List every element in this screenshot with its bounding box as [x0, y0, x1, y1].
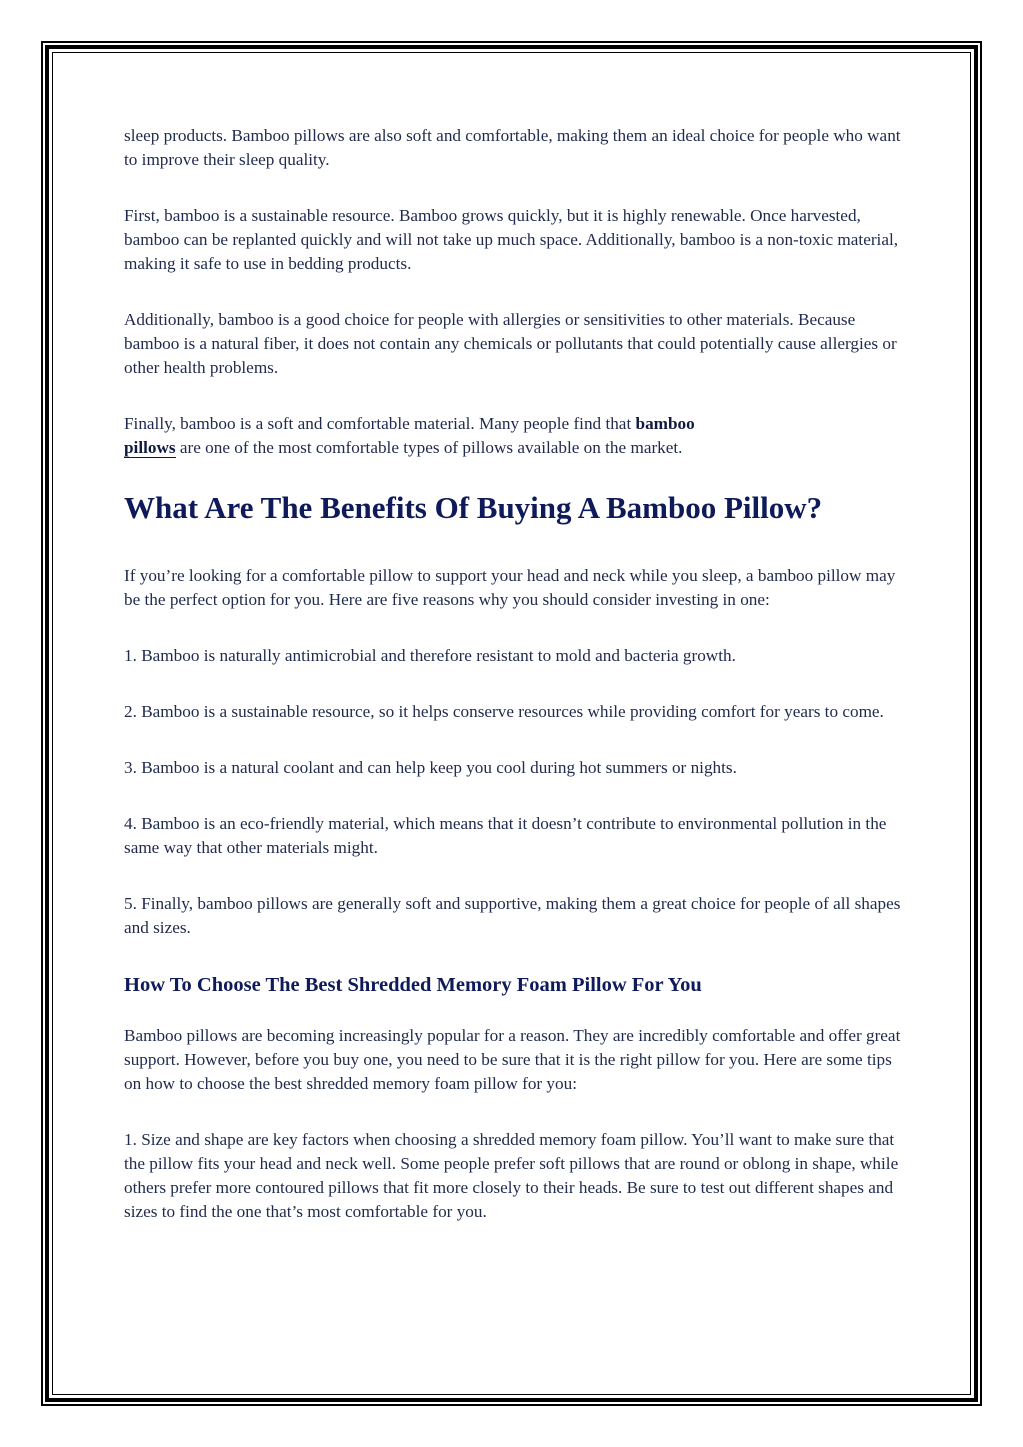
bamboo-pillows-link-word2[interactable]: pillows [124, 438, 176, 457]
bamboo-pillows-link-word1[interactable]: bamboo [635, 414, 695, 433]
paragraph-choose-intro: Bamboo pillows are becoming increasingly popular for a reason. They are incredibly comfortable and offer great support. However, before you buy one, you need to be sure that it is the right pillow for you. Here are some tips on how to choose the best shredded memory foam pillow for you: [124, 1026, 901, 1093]
heading-benefits: What Are The Benefits Of Buying A Bamboo Pillow? [124, 490, 823, 525]
heading-how-to-choose: How To Choose The Best Shredded Memory Foam Pillow For You [124, 974, 702, 996]
paragraph-allergies: Additionally, bamboo is a good choice for people with allergies or sensitivities to other materials. Because bamboo is a natural fiber, it does not contain any chemicals or pollutants that could potentially cause allergies or other health problems. [124, 310, 897, 377]
list-item-benefit-5: 5. Finally, bamboo pillows are generally soft and supportive, making them a great choice for people of all shapes and sizes. [124, 894, 901, 937]
list-item-benefit-2: 2. Bamboo is a sustainable resource, so it helps conserve resources while providing comfort for years to come. [124, 702, 884, 721]
paragraph-sleep-products: sleep products. Bamboo pillows are also soft and comfortable, making them an ideal choice for people who want to improve their sleep quality. [124, 126, 901, 169]
list-item-benefit-1: 1. Bamboo is naturally antimicrobial and therefore resistant to mold and bacteria growth. [124, 646, 736, 665]
paragraph-benefits-intro: If you’re looking for a comfortable pillow to support your head and neck while you sleep, a bamboo pillow may be the perfect option for you. Here are five reasons why you should consider investing in one: [124, 566, 896, 609]
paragraph-sustainable: First, bamboo is a sustainable resource. Bamboo grows quickly, but it is highly renewable. Once harvested, bamboo can be replanted quickly and will not take up much space. Additionally, bamboo is a non-toxic material, making it safe to use in bedding products. [124, 206, 899, 273]
paragraph-comfortable [124, 412, 904, 460]
document-body [124, 124, 904, 1224]
paragraph-comfortable-text-end: are one of the most comfortable types of pillows available on the market. [175, 438, 683, 457]
list-item-tip-1: 1. Size and shape are key factors when choosing a shredded memory foam pillow. You’ll want to make sure that the pillow fits your head and neck well. Some people prefer soft pillows that are round or oblong in shape, while others prefer more contoured pillows that fit more closely to their heads. Be sure to test out different shapes and sizes to find the one that’s most comfortable for you. [124, 1130, 899, 1221]
list-item-benefit-3: 3. Bamboo is a natural coolant and can help keep you cool during hot summers or nights. [124, 758, 737, 777]
paragraph-comfortable-text-start: Finally, bamboo is a soft and comfortable material. Many people find that [124, 414, 636, 433]
list-item-benefit-4: 4. Bamboo is an eco-friendly material, which means that it doesn’t contribute to environmental pollution in the same way that other materials might. [124, 814, 887, 857]
